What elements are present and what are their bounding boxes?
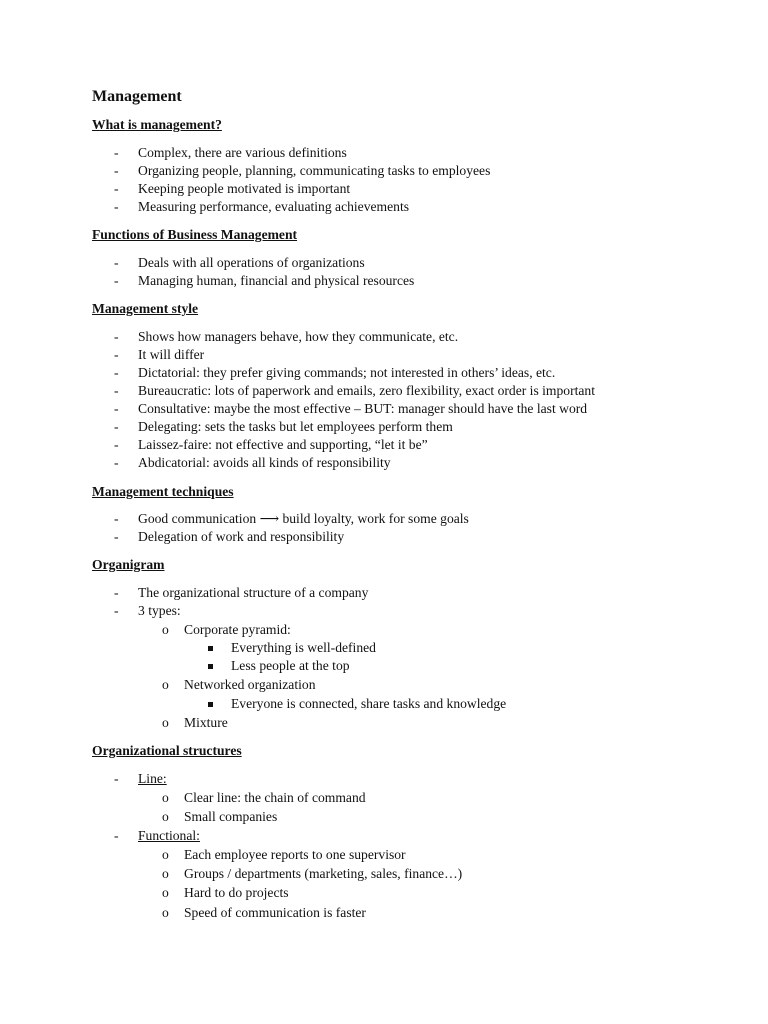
section-heading: Management style bbox=[92, 301, 199, 316]
list-item: It will differ bbox=[138, 347, 205, 362]
dash-bullet: - bbox=[114, 181, 119, 196]
sub-sub-list-item: Everyone is connected, share tasks and knowledge bbox=[231, 696, 507, 711]
dash-bullet: - bbox=[114, 329, 119, 344]
section-heading: Organigram bbox=[92, 557, 165, 572]
dash-bullet: - bbox=[114, 163, 119, 178]
list-item: Abdicatorial: avoids all kinds of responsibility bbox=[138, 455, 391, 470]
list-item: Measuring performance, evaluating achievements bbox=[138, 199, 410, 214]
list-item: Managing human, financial and physical resources bbox=[138, 273, 415, 288]
circle-bullet: o bbox=[162, 622, 169, 637]
section-heading: What is management? bbox=[92, 117, 222, 132]
sub-list-item: Speed of communication is faster bbox=[184, 905, 366, 920]
list-item: Shows how managers behave, how they communicate, etc. bbox=[138, 329, 459, 344]
sub-list-item: Corporate pyramid: bbox=[184, 622, 291, 637]
sub-list-item: Each employee reports to one supervisor bbox=[184, 847, 406, 862]
list-item: Line: bbox=[138, 771, 167, 786]
dash-bullet: - bbox=[114, 511, 119, 526]
sub-list-item: Networked organization bbox=[184, 677, 316, 692]
square-bullet-icon bbox=[208, 664, 213, 669]
dash-bullet: - bbox=[114, 455, 119, 470]
dash-bullet: - bbox=[114, 401, 119, 416]
dash-bullet: - bbox=[114, 255, 119, 270]
sub-list-item: Clear line: the chain of command bbox=[184, 790, 366, 805]
circle-bullet: o bbox=[162, 905, 169, 920]
dash-bullet: - bbox=[114, 603, 119, 618]
dash-bullet: - bbox=[114, 347, 119, 362]
circle-bullet: o bbox=[162, 866, 169, 881]
list-item: Consultative: maybe the most effective – BUT: manager should have the last word bbox=[138, 401, 588, 416]
list-item: Deals with all operations of organizations bbox=[138, 255, 365, 270]
dash-bullet: - bbox=[114, 145, 119, 160]
list-item: Delegating: sets the tasks but let employees perform them bbox=[138, 419, 453, 434]
section-heading: Functions of Business Management bbox=[92, 227, 298, 242]
dash-bullet: - bbox=[114, 365, 119, 380]
list-item: Organizing people, planning, communicating tasks to employees bbox=[138, 163, 491, 178]
list-item: Delegation of work and responsibility bbox=[138, 529, 345, 544]
sub-list-item: Mixture bbox=[184, 715, 228, 730]
list-item: Functional: bbox=[138, 828, 200, 843]
section-heading: Organizational structures bbox=[92, 743, 242, 758]
dash-bullet: - bbox=[114, 199, 119, 214]
sub-sub-list-item: Less people at the top bbox=[231, 658, 350, 673]
dash-bullet: - bbox=[114, 437, 119, 452]
dash-bullet: - bbox=[114, 529, 119, 544]
list-item: Bureaucratic: lots of paperwork and emails, zero flexibility, exact order is important bbox=[138, 383, 595, 398]
sub-list-item: Small companies bbox=[184, 809, 278, 824]
section-heading: Management techniques bbox=[92, 484, 234, 499]
list-item: 3 types: bbox=[138, 603, 181, 618]
list-item: Keeping people motivated is important bbox=[138, 181, 351, 196]
sub-sub-list-item: Everything is well-defined bbox=[231, 640, 376, 655]
circle-bullet: o bbox=[162, 885, 169, 900]
list-item: Good communication ⟶ build loyalty, work for some goals bbox=[138, 511, 469, 526]
list-item: The organizational structure of a company bbox=[138, 585, 369, 600]
list-item: Dictatorial: they prefer giving commands; not interested in others’ ideas, etc. bbox=[138, 365, 556, 380]
circle-bullet: o bbox=[162, 809, 169, 824]
dash-bullet: - bbox=[114, 419, 119, 434]
dash-bullet: - bbox=[114, 585, 119, 600]
circle-bullet: o bbox=[162, 847, 169, 862]
dash-bullet: - bbox=[114, 828, 119, 843]
square-bullet-icon bbox=[208, 702, 213, 707]
sub-list-item: Hard to do projects bbox=[184, 885, 289, 900]
sub-list-item: Groups / departments (marketing, sales, finance…) bbox=[184, 866, 463, 881]
dash-bullet: - bbox=[114, 273, 119, 288]
circle-bullet: o bbox=[162, 715, 169, 730]
circle-bullet: o bbox=[162, 790, 169, 805]
dash-bullet: - bbox=[114, 383, 119, 398]
list-item: Laissez-faire: not effective and supporting, “let it be” bbox=[138, 437, 428, 452]
square-bullet-icon bbox=[208, 646, 213, 651]
list-item: Complex, there are various definitions bbox=[138, 145, 347, 160]
dash-bullet: - bbox=[114, 771, 119, 786]
circle-bullet: o bbox=[162, 677, 169, 692]
document-title: Management bbox=[92, 88, 182, 105]
